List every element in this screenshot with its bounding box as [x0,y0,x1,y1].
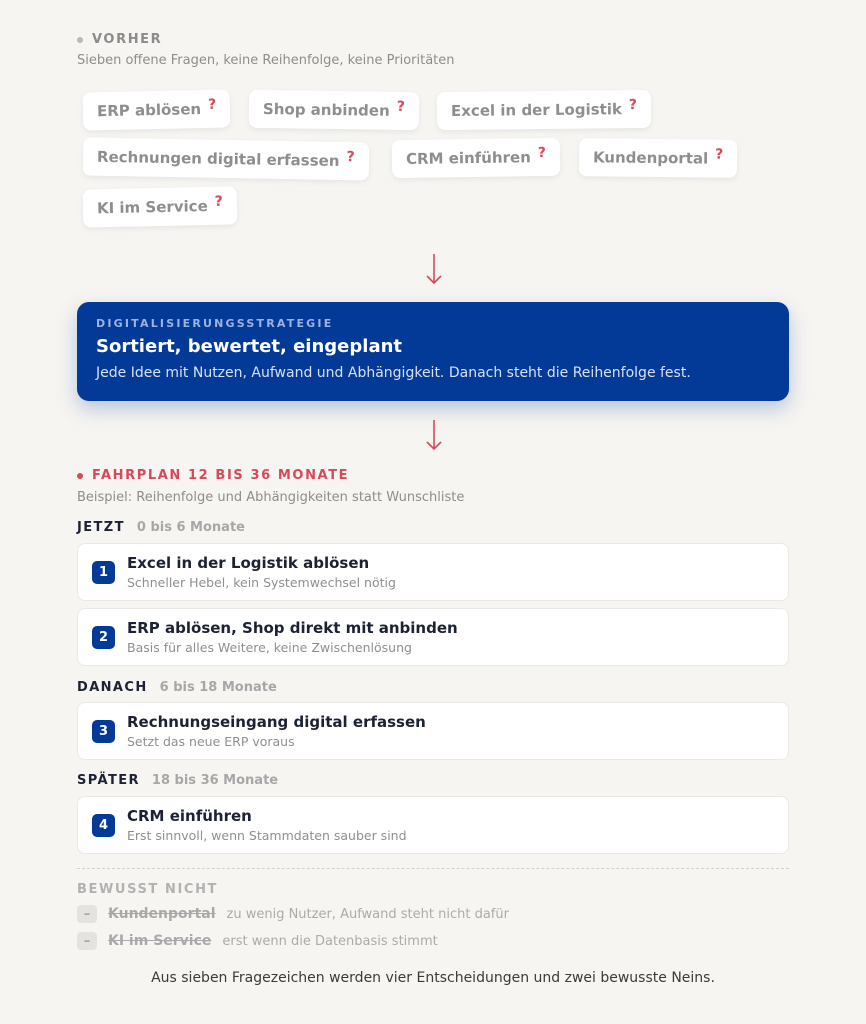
step-description: Setzt das neue ERP voraus [127,734,295,749]
step-title: ERP ablösen, Shop direkt mit anbinden [127,619,458,637]
roadmap-subtitle: Beispiel: Reihenfolge und Abhängigkeiten statt Wunschliste [77,490,465,505]
before-label: VORHER [92,32,163,47]
step-title: CRM einführen [127,807,252,825]
strategy-card [77,302,789,401]
question-chip [437,90,651,130]
question-mark-icon: ? [715,146,724,163]
before-header [77,32,162,47]
chip-label: Kundenportal [592,148,709,168]
question-mark-icon: ? [346,149,355,166]
strategy-description: Jede Idee mit Nutzen, Aufwand und Abhängigkeit. Danach steht die Reihenfolge fest. [96,365,691,381]
not-doing-label: BEWUSST NICHT [77,882,219,897]
question-chip [579,138,738,178]
roadmap-header [77,468,349,483]
minus-icon: – [77,905,97,923]
bullet-dot-icon [77,37,83,43]
step-description: Schneller Hebel, kein Systemwechsel nötig [127,575,396,590]
strategy-title: Sortiert, bewertet, eingeplant [96,336,403,357]
roadmap-step [77,796,789,854]
question-chip [392,138,560,178]
phase-range: 18 bis 36 Monate [151,773,279,788]
dashed-divider [77,868,789,869]
phase-name: JETZT [77,520,125,535]
step-title: Rechnungseingang digital erfassen [127,713,426,731]
not-doing-title: Kundenportal [108,906,216,922]
not-doing-reason: zu wenig Nutzer, Aufwand steht nicht dafür [226,906,509,922]
phase-header-now [77,520,245,535]
not-doing-title: KI im Service [108,933,212,949]
step-number-badge: 2 [92,626,115,649]
not-doing-item [77,932,438,950]
phase-range: 6 bis 18 Monate [159,680,277,695]
question-chip [83,186,238,227]
chip-label: Excel in der Logistik [450,100,622,120]
roadmap-label: FAHRPLAN 12 BIS 36 MONATE [92,468,350,483]
not-doing-item [77,905,509,923]
chip-label: CRM einführen [405,148,531,168]
phase-name: DANACH [77,680,148,695]
roadmap-step [77,543,789,601]
before-subtitle: Sieben offene Fragen, keine Reihenfolge, keine Prioritäten [77,53,455,68]
phase-name: SPÄTER [77,773,140,788]
phase-range: 0 bis 6 Monate [136,520,245,535]
step-description: Basis für alles Weitere, keine Zwischenlösung [127,640,412,655]
question-chip [249,90,419,130]
question-mark-icon: ? [214,193,223,210]
phase-header-next [77,680,277,695]
question-mark-icon: ? [628,97,638,114]
roadmap-step [77,702,789,760]
step-number-badge: 1 [92,561,115,584]
question-mark-icon: ? [396,98,405,115]
phase-header-later [77,773,278,788]
question-chip [83,89,231,130]
chip-label: Shop anbinden [262,100,390,120]
chip-label: Rechnungen digital erfassen [96,147,340,170]
arrow-down-icon [424,418,444,452]
step-number-badge: 3 [92,720,115,743]
strategy-eyebrow: DIGITALISIERUNGSSTRATEGIE [96,317,334,330]
step-title: Excel in der Logistik ablösen [127,554,370,572]
step-number-badge: 4 [92,814,115,837]
chip-label: ERP ablösen [96,100,202,121]
question-chip [83,138,369,181]
bullet-dot-icon [77,473,83,479]
arrow-down-icon [424,252,444,286]
roadmap-step [77,608,789,666]
chip-label: KI im Service [96,197,208,218]
minus-icon: – [77,932,97,950]
summary-footer: Aus sieben Fragezeichen werden vier Entscheidungen und zwei bewusste Neins. [151,970,715,986]
question-mark-icon: ? [207,96,217,113]
question-mark-icon: ? [537,145,547,162]
step-description: Erst sinnvoll, wenn Stammdaten sauber sind [127,828,407,843]
not-doing-reason: erst wenn die Datenbasis stimmt [222,933,438,949]
